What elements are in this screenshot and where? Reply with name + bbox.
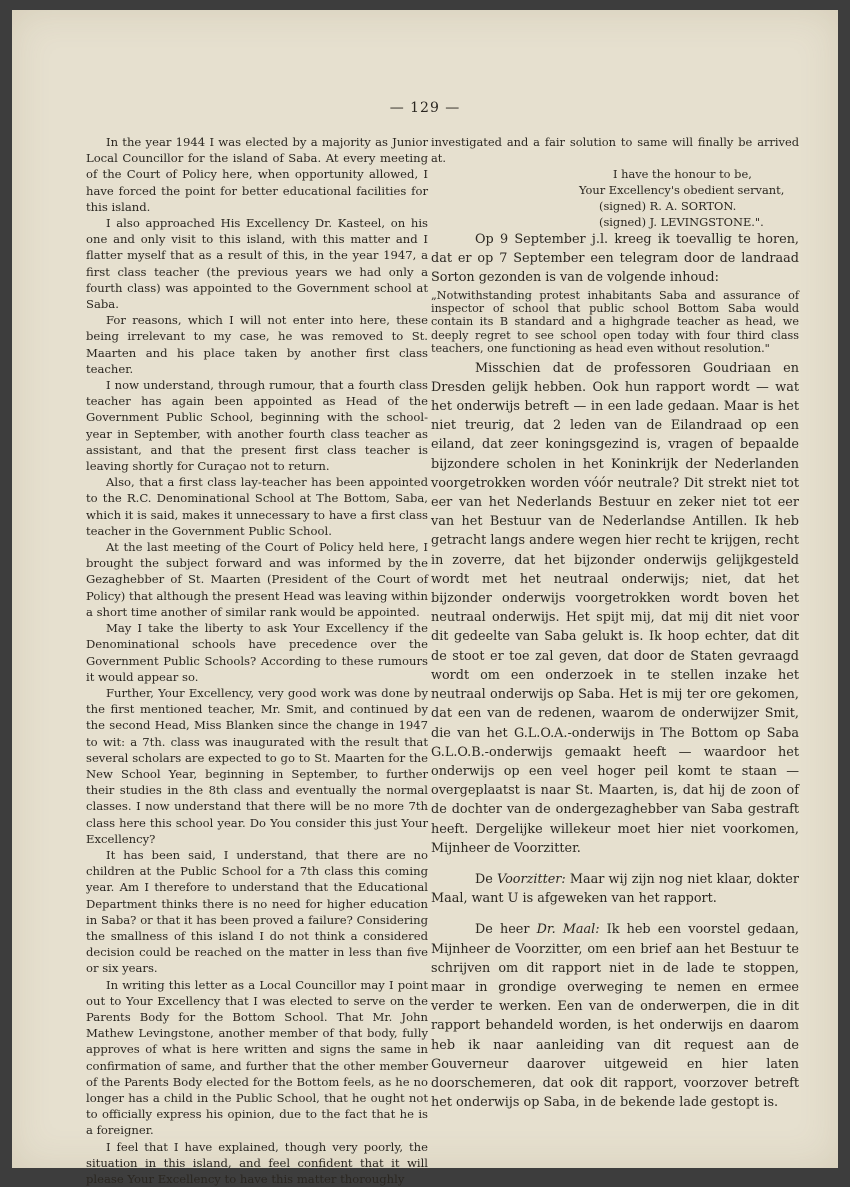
maal-statement [431, 920, 799, 1112]
paragraph: It has been said, I understand, that there are no children at the Public School for a 7th class this coming year. Am I therefore to understand that the Educational Department thinks there is no need for higher education in Saba? or that it has been proved a failure? Considering the smallness of this island I do not think a considered decision could be reached on the matter in less than five or six years. [86, 847, 428, 976]
paragraph: I also approached His Excellency Dr. Kasteel, on his one and only visit to this island, with this matter and I flatter myself that as a result of this, in the year 1947, a first class teacher (the previous years we had only a fourth class) was appointed to the Government school at Saba. [86, 216, 428, 312]
left-column [86, 134, 428, 1187]
document-page [12, 10, 838, 1186]
signature-line: (signed) R. A. SORTON. [599, 199, 737, 213]
speaker-prefix: De [475, 871, 493, 887]
paragraph: Further, Your Excellency, very good work was done by the first mentioned teacher, Mr. Smit, and continued by the second Head, Miss Blanken since the change in 1947 to wit: a 7th. class was inaugurated with the result that several scholars are expected to go to St. Maarten for the New School Year, beginning in September, to further their studies in the 8th class and eventually the normal classes. I now understand that there will be no more 7th class here this school year. Do You consider this just Your Excellency? [86, 685, 428, 846]
paragraph: In writing this letter as a Local Councillor may I point out to Your Excellency that I was elected to serve on the Parents Body for the Bottom School. That Mr. John Mathew Levingstone, another member of that body, fully approves of what is here written and signs the same in confirmation of same, and further that the other member of the Parents Body elected for the Bottom feels, as he no longer has a child in the Public School, that he ought not to officially express his opinion, due to the fact that he is a foreigner. [86, 977, 428, 1138]
statement-text: Ik heb een voorstel gedaan, Mijnheer de Voorzitter, om een brief aan het Bestuur te schrijven om dit rapport niet in de lade te stoppen, maar in grondige overweging te nemen en ermee verder te werken. Een van de onderwerpen, die in dit rapport behandeld worden, is het onderwijs en daarom heb ik naar aanleiding van dit request aan de Gouverneur daarover uitgeweid en hier laten doorschemeren, dat ook dit rapport, voorzover betreft het onderwijs op Saba, in de bekende lade gestopt is. [431, 922, 799, 1111]
speaker-name: Dr. Maal: [536, 922, 600, 938]
paragraph: I now understand, through rumour, that a fourth class teacher has again been appointed as Head of the Government Public School, beginning with the school-year in September, with another fourth class teacher as assistant, and that the present first class teacher is leaving shortly for Curaçao not to return. [86, 378, 428, 474]
statement-text: Maar wij zijn nog niet klaar, dokter Maal, want U is afgeweken van het rapport. [431, 871, 799, 907]
speaker-prefix: De heer [475, 922, 530, 938]
paragraph: Also, that a first class lay-teacher has been appointed to the R.C. Denominational School at The Bottom, Saba, which it is said, makes it unnecessary to have a first class teacher in the Government Public School. [86, 475, 428, 538]
paragraph: Misschien dat de professoren Goudriaan en Dresden gelijk hebben. Ook hun rapport wordt — wat het onderwijs betreft — in een lade gedaan. Maar is het niet treurig, dat 2 leden van de Eilandraad op een eiland, dat zeer koningsgezind is, vragen of bepaalde bijzondere scholen in het Koninkrijk der Nederlanden voorgetrokken worden vóór neutrale? Dit strekt niet tot eer van het Nederlands Bestuur en zeker niet tot eer van het Bestuur van de Nederlandse Antillen. Ik heb getracht langs andere wegen hier recht te krijgen, recht in zoverre, dat het bijzonder onderwijs gelijkgesteld wordt met het neutraal onderwijs; niet, dat het bijzonder onderwijs voorgetrokken wordt boven het neutraal onderwijs. Het spijt mij, dat mij dit niet voor dit gedeelte van Saba gelukt is. Ik hoop echter, dat dit de stoot er toe zal geven, dat door de Staten gevraagd wordt om een onderzoek in te stellen inzake het neutraal onderwijs op Saba. Het is mij ter ore gekomen, dat een van de redenen, waarom de onderwijzer Smit, die van het G.L.O.A.-onderwijs in The Bottom op Saba G.L.O.B.-onderwijs gemaakt heeft — waardoor het onderwijs op een veel hoger peil komt te staan — overgeplaatst is naar St. Maarten, is, dat hij de zoon of de dochter van de ondergezaghebber van Saba gestraft heeft. Dergelijke willekeur moet hier niet voorkomen, Mijnheer de Voorzitter. [431, 360, 799, 856]
chair-statement [431, 870, 799, 908]
speaker-name: Voorzitter: [497, 871, 566, 887]
right-column [431, 134, 799, 1112]
telegram-intro: Op 9 September j.l. kreeg ik toevallig te horen, dat er op 7 September een telegram door de landraad Sorton gezonden is van de volgende inhoud: [431, 232, 799, 286]
letter-continuation: investigated and a fair solution to same will finally be arrived at. [431, 135, 799, 165]
paragraph: May I take the liberty to ask Your Excellency if the Denominational schools have precedence over the Government Public Schools? According to these rumours it would appear so. [86, 621, 428, 684]
paragraph: In the year 1944 I was elected by a majority as Junior Local Councillor for the island of Saba. At every meeting of the Court of Policy here, when opportunity allowed, I have forced the point for better educational facilities for this island. [86, 135, 428, 214]
paragraph: For reasons, which I will not enter into here, these being irrelevant to my case, he was removed to St. Maarten and his place taken by another first class teacher. [86, 313, 428, 376]
signature-line: (signed) J. LEVINGSTONE.". [599, 215, 764, 229]
paragraph: At the last meeting of the Court of Policy held here, I brought the subject forward and was informed by the Gezaghebber of St. Maarten (President of the Court of Policy) that although the present Head was leaving within a short time another of similar rank would be appointed. [86, 540, 428, 619]
closing-line: I have the honour to be, [613, 167, 752, 181]
paragraph: I feel that I have explained, though very poorly, the situation in this island, and feel confident that it will please Your Excellency to have this matter thoroughly [86, 1139, 428, 1186]
telegram-quote: „Notwithstanding protest inhabitants Saba and assurance of inspector of school that public school Bottom Saba would contain its B standard and a highgrade teacher as head, we deeply regret to see school open today with four third class teachers, one functioning as head even without resolution." [431, 288, 799, 356]
page-number: — 129 — [389, 100, 461, 116]
closing-line: Your Excellency's obedient servant, [579, 183, 785, 197]
